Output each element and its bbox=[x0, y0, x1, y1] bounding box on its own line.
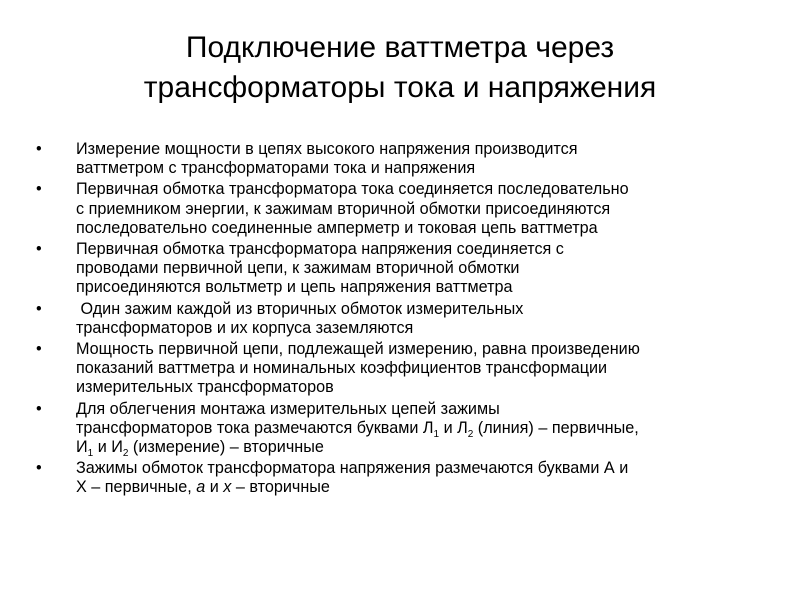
bullet-item bbox=[36, 340, 766, 398]
bullet-line: измерительных трансформаторов bbox=[76, 378, 334, 397]
text-fragment: И bbox=[76, 438, 88, 457]
bullet-line: • Первичная обмотка трансформатора напряжения соединяется с bbox=[76, 240, 564, 259]
bullet-line bbox=[76, 478, 766, 497]
bullet-line: показаний ваттметра и номинальных коэффициентов трансформации bbox=[76, 359, 608, 378]
subscript: 1 bbox=[433, 429, 440, 441]
bullet-item bbox=[36, 459, 766, 497]
subscript: 2 bbox=[122, 448, 129, 460]
slide-title-line-1: Подключение ваттметра через bbox=[185, 31, 615, 64]
slide-title-line-2: трансформаторы тока и напряжения bbox=[143, 71, 657, 104]
bullet-line: с приемником энергии, к зажимам вторичной обмотки присоединяются bbox=[76, 199, 611, 218]
bullet-line: • Первичная обмотка трансформатора тока соединяется последовательно bbox=[76, 180, 629, 199]
italic-letter: а bbox=[196, 478, 206, 497]
bullet-item bbox=[36, 300, 766, 338]
text-fragment: и И bbox=[93, 438, 123, 457]
bullet-item bbox=[36, 240, 766, 298]
text-fragment: и Л bbox=[439, 418, 468, 437]
subscript: 1 bbox=[87, 448, 94, 460]
bullet-line: • Один зажим каждой из вторичных обмоток измерительных bbox=[76, 299, 524, 318]
bullet-line: • Измерение мощности в цепях высокого напряжения производится bbox=[76, 140, 578, 158]
subscript: 2 bbox=[467, 429, 474, 441]
bullet-line: • Мощность первичной цепи, подлежащей измерению, равна произведению bbox=[76, 340, 640, 359]
bullet-line: • Зажимы обмоток трансформатора напряжения размечаются буквами А и bbox=[76, 459, 629, 478]
bullet-line: трансформаторов и их корпуса заземляются bbox=[76, 318, 414, 337]
italic-letter: х bbox=[223, 478, 232, 497]
text-fragment: – вторичные bbox=[231, 478, 330, 497]
bullet-item bbox=[36, 400, 766, 458]
bullet-line: последовательно соединенные амперметр и токовая цепь ваттметра bbox=[76, 218, 598, 237]
bullet-item bbox=[36, 140, 766, 178]
bullet-line bbox=[76, 438, 766, 460]
bullet-line: присоединяются вольтметр и цепь напряжения ваттметра bbox=[76, 278, 513, 297]
text-fragment: трансформаторов тока размечаются буквами Л bbox=[76, 418, 434, 437]
bullet-list bbox=[36, 140, 766, 500]
bullet-line: • Для облегчения монтажа измерительных цепей зажимы bbox=[76, 399, 500, 418]
bullet-line: ваттметром с трансформаторами тока и напряжения bbox=[76, 159, 476, 178]
text-fragment: Х – первичные, bbox=[76, 478, 197, 497]
bullet-item bbox=[36, 180, 766, 238]
bullet-line bbox=[76, 418, 766, 441]
text-fragment: и bbox=[205, 478, 224, 497]
slide-title bbox=[0, 28, 800, 108]
text-fragment: (линия) – первичные, bbox=[473, 418, 639, 437]
text-fragment: (измерение) – вторичные bbox=[128, 438, 324, 457]
bullet-line: проводами первичной цепи, к зажимам вторичной обмотки bbox=[76, 259, 520, 278]
